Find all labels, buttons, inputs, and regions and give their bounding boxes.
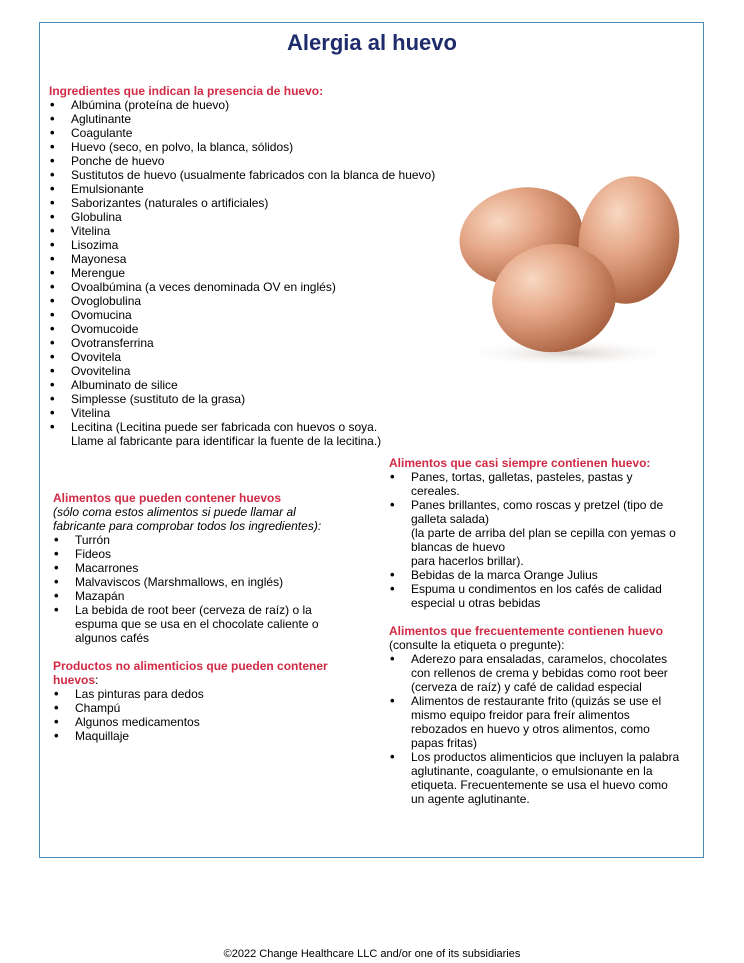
list-item-line: rebozados en huevo y otros alimentos, como xyxy=(411,722,650,736)
list-item: • Champú xyxy=(53,701,353,715)
list-item xyxy=(389,498,694,568)
almost-always-heading: Alimentos que casi siempre contienen huevo: xyxy=(389,456,651,470)
non-food-section xyxy=(53,659,353,743)
may-contain-note-line: fabricante para comprobar todos los ingredientes): xyxy=(53,519,322,533)
list-item: • Simplesse (sustituto de la grasa) xyxy=(49,392,469,406)
ingredients-section xyxy=(49,84,469,448)
may-contain-list-last xyxy=(53,603,353,645)
list-item: • Emulsionante xyxy=(49,182,469,196)
list-item: • Lisozima xyxy=(49,238,469,252)
list-item-line: blancas de huevo xyxy=(411,540,506,554)
list-item xyxy=(389,694,694,750)
list-item-line: galleta salada) xyxy=(411,512,490,526)
may-contain-section xyxy=(53,491,353,645)
frequently-list xyxy=(389,652,694,806)
list-item-line: • Los productos alimenticios que incluyen la palabra xyxy=(411,750,680,764)
list-item: • Merengue xyxy=(49,266,469,280)
list-item-line: con rellenos de crema y bebidas como root beer xyxy=(411,666,668,680)
list-item-line: (la parte de arriba del plan se cepilla con yemas o xyxy=(411,526,676,540)
non-food-heading: huevos xyxy=(53,673,96,687)
list-item: • Maquillaje xyxy=(53,729,353,743)
list-item-line: • Bebidas de la marca Orange Julius xyxy=(411,568,598,582)
ingredients-heading: Ingredientes que indican la presencia de huevo: xyxy=(49,84,324,98)
list-item-line: aglutinante, coagulante, o emulsionante en la xyxy=(411,764,653,778)
may-contain-list xyxy=(53,533,353,603)
almost-always-list xyxy=(389,470,694,610)
list-item: • Vitelina xyxy=(49,224,469,238)
list-item xyxy=(389,470,694,498)
list-item: • Turrón xyxy=(53,533,353,547)
list-item-line: • Panes, tortas, galletas, pasteles, pastas y xyxy=(411,470,633,484)
list-item: • Algunos medicamentos xyxy=(53,715,353,729)
list-item xyxy=(389,750,694,806)
list-item: • Macarrones xyxy=(53,561,353,575)
list-item: • Mazapán xyxy=(53,589,353,603)
list-item-line: • La bebida de root beer (cerveza de raíz) o la xyxy=(75,603,312,617)
list-item-line: (cerveza de raíz) y café de calidad especial xyxy=(411,680,642,694)
list-item xyxy=(53,603,353,645)
list-item-line: • Alimentos de restaurante frito (quizás se use el xyxy=(411,694,662,708)
list-item: • Fideos xyxy=(53,547,353,561)
frequently-section xyxy=(389,624,694,806)
list-item-line: papas fritas) xyxy=(411,736,478,750)
list-item xyxy=(389,568,694,582)
list-item: • Ovomucoide xyxy=(49,322,469,336)
list-item-line: para hacerlos brillar). xyxy=(411,554,524,568)
list-item-line: espuma que se usa en el chocolate caliente o xyxy=(75,617,319,631)
may-contain-heading: Alimentos que pueden contener huevos xyxy=(53,491,282,505)
list-item: • Ovovitelina xyxy=(49,364,469,378)
copyright-footer: ©2022 Change Healthcare LLC and/or one of its subsidiaries xyxy=(223,948,521,960)
list-item-line: • Lecitina (Lecitina puede ser fabricada con huevos o soya. xyxy=(71,420,378,434)
list-item-line: Llame al fabricante para identificar la fuente de la lecitina.) xyxy=(71,434,382,448)
list-item: • Vitelina xyxy=(49,406,469,420)
non-food-list xyxy=(53,687,353,743)
list-item-line: • Panes brillantes, como roscas y pretzel (tipo de xyxy=(411,498,664,512)
list-item: • Albúmina (proteína de huevo) xyxy=(49,98,469,112)
list-item: • Ovoglobulina xyxy=(49,294,469,308)
list-item: • Coagulante xyxy=(49,126,469,140)
list-item-line: etiqueta. Frecuentemente se usa el huevo como xyxy=(411,778,668,792)
ingredients-list xyxy=(49,98,469,420)
page-title: Alergia al huevo xyxy=(287,30,457,55)
list-item: • Sustitutos de huevo (usualmente fabricados con la blanca de huevo) xyxy=(49,168,469,182)
list-item-line: • Espuma u condimentos en los cafés de calidad xyxy=(411,582,662,596)
list-item-line: algunos cafés xyxy=(75,631,150,645)
list-item xyxy=(49,420,469,448)
eggs-photo xyxy=(449,168,693,368)
list-item: • Mayonesa xyxy=(49,252,469,266)
list-item: • Ovotransferrina xyxy=(49,336,469,350)
list-item: • Saborizantes (naturales o artificiales) xyxy=(49,196,469,210)
list-item-line: cereales. xyxy=(411,484,460,498)
non-food-heading-colon: : xyxy=(95,673,99,687)
frequently-note: (consulte la etiqueta o pregunte): xyxy=(389,638,565,652)
list-item xyxy=(389,582,694,610)
ingredients-list-last xyxy=(49,420,469,448)
list-item-line: mismo equipo freidor para freír alimentos xyxy=(411,708,630,722)
list-item xyxy=(389,652,694,694)
frequently-heading: Alimentos que frecuentemente contienen huevo xyxy=(389,624,664,638)
may-contain-note-line: (sólo coma estos alimentos si puede llamar al xyxy=(53,505,296,519)
list-item: • Las pinturas para dedos xyxy=(53,687,353,701)
list-item-line: un agente aglutinante. xyxy=(411,792,530,806)
list-item: • Albuminato de silice xyxy=(49,378,469,392)
almost-always-section xyxy=(389,456,694,610)
non-food-heading: Productos no alimenticios que pueden contener xyxy=(53,659,328,673)
list-item: • Ovomucina xyxy=(49,308,469,322)
list-item: • Ponche de huevo xyxy=(49,154,469,168)
list-item: • Ovovitela xyxy=(49,350,469,364)
list-item: • Globulina xyxy=(49,210,469,224)
list-item-line: especial u otras bebidas xyxy=(411,596,541,610)
list-item: • Ovoalbúmina (a veces denominada OV en inglés) xyxy=(49,280,469,294)
list-item: • Aglutinante xyxy=(49,112,469,126)
list-item-line: • Aderezo para ensaladas, caramelos, chocolates xyxy=(411,652,668,666)
list-item: • Huevo (seco, en polvo, la blanca, sólidos) xyxy=(49,140,469,154)
list-item: • Malvaviscos (Marshmallows, en inglés) xyxy=(53,575,353,589)
